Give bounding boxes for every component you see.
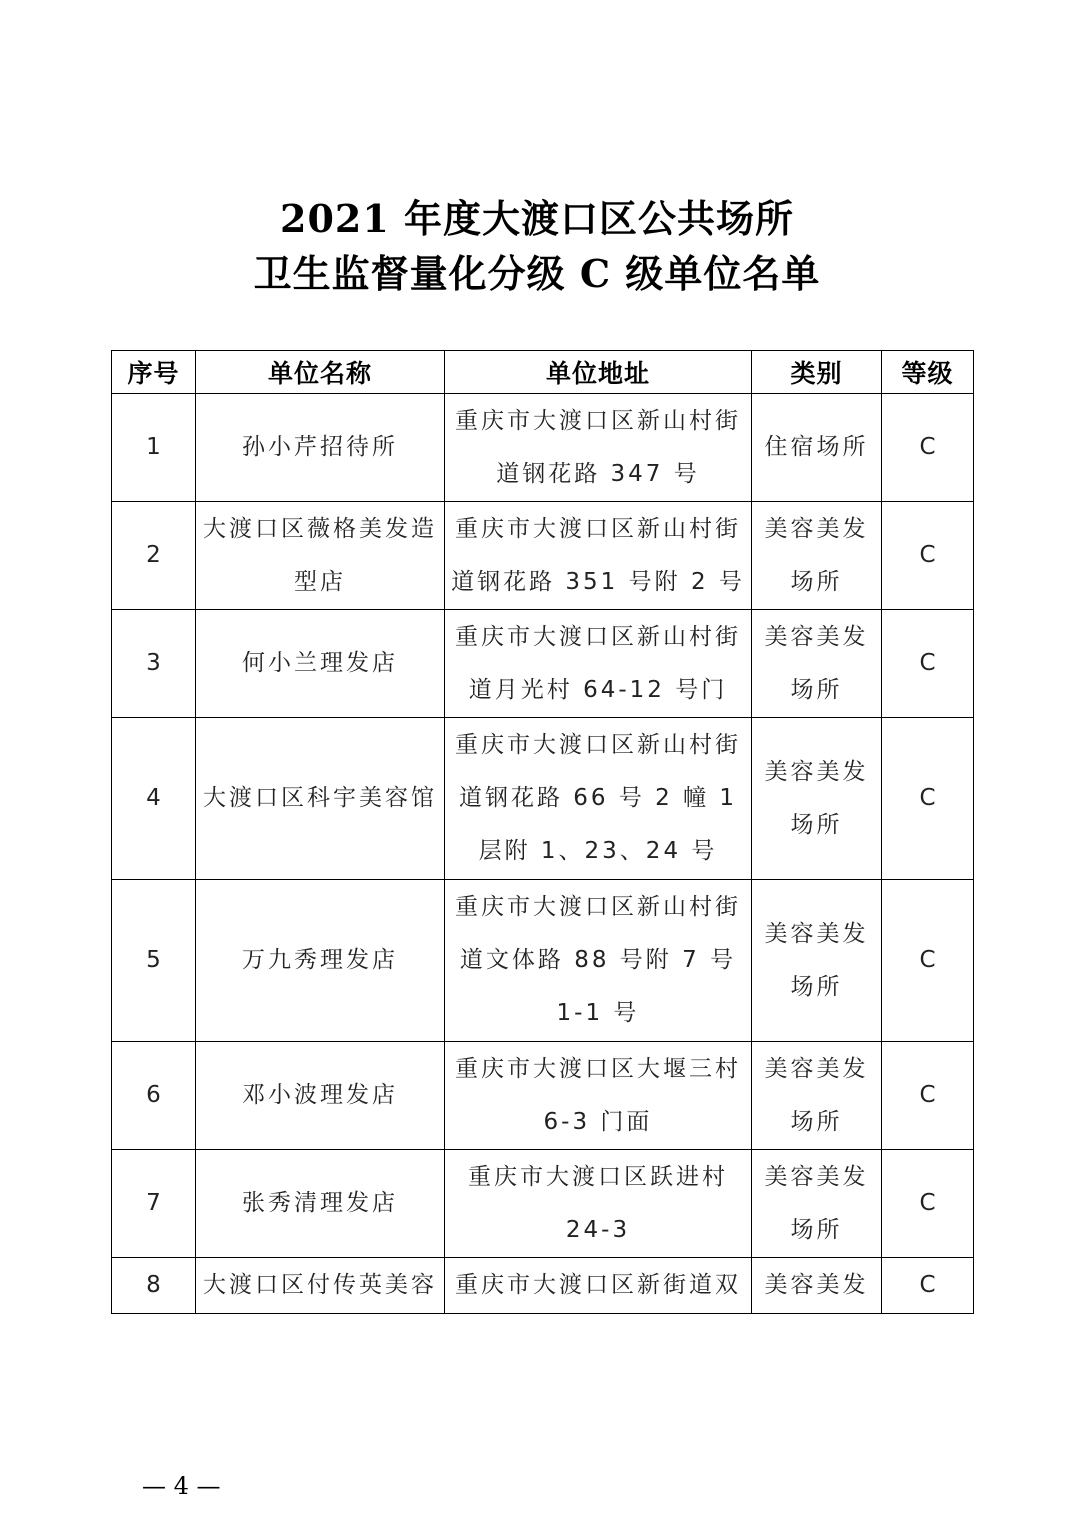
cell-grade: C <box>882 502 974 610</box>
cell-grade: C <box>882 394 974 502</box>
cell-unit-name: 大渡口区付传英美容 <box>196 1258 445 1314</box>
header-category: 类别 <box>752 351 882 394</box>
cell-category: 美容美发 <box>752 1258 882 1314</box>
cell-seq: 5 <box>112 880 196 1042</box>
cell-unit-address: 重庆市大渡口区大堰三村 6-3 门面 <box>445 1042 752 1150</box>
cell-seq: 2 <box>112 502 196 610</box>
table-header-row <box>112 351 974 394</box>
table-row <box>112 718 974 880</box>
cell-seq: 1 <box>112 394 196 502</box>
cell-seq: 4 <box>112 718 196 880</box>
cell-category: 美容美发场所 <box>752 1150 882 1258</box>
cell-unit-name: 大渡口区科宇美容馆 <box>196 718 445 880</box>
document-title-line-2: 卫生监督量化分级 C 级单位名单 <box>253 251 821 296</box>
cell-seq: 7 <box>112 1150 196 1258</box>
unit-list-table <box>111 350 974 1314</box>
header-unit-name: 单位名称 <box>196 351 445 394</box>
cell-unit-name: 张秀清理发店 <box>196 1150 445 1258</box>
header-seq: 序号 <box>112 351 196 394</box>
cell-grade: C <box>882 1042 974 1150</box>
cell-seq: 3 <box>112 610 196 718</box>
table-row <box>112 1150 974 1258</box>
table-row <box>112 502 974 610</box>
cell-unit-address: 重庆市大渡口区新山村街道月光村 64-12 号门 <box>445 610 752 718</box>
cell-category: 美容美发场所 <box>752 502 882 610</box>
cell-unit-address: 重庆市大渡口区新山村街道钢花路 347 号 <box>445 394 752 502</box>
cell-grade: C <box>882 880 974 1042</box>
cell-unit-address: 重庆市大渡口区新山村街道钢花路 66 号 2 幢 1 层附 1、23、24 号 <box>445 718 752 880</box>
cell-grade: C <box>882 610 974 718</box>
cell-category: 美容美发场所 <box>752 718 882 880</box>
cell-unit-name: 万九秀理发店 <box>196 880 445 1042</box>
table-row <box>112 1042 974 1150</box>
cell-category: 美容美发场所 <box>752 610 882 718</box>
cell-grade: C <box>882 718 974 880</box>
cell-category: 美容美发场所 <box>752 880 882 1042</box>
table-row <box>112 394 974 502</box>
cell-category: 美容美发场所 <box>752 1042 882 1150</box>
cell-seq: 6 <box>112 1042 196 1150</box>
cell-unit-address: 重庆市大渡口区新街道双 <box>445 1258 752 1314</box>
cell-unit-address: 重庆市大渡口区新山村街道钢花路 351 号附 2 号 <box>445 502 752 610</box>
cell-unit-name: 何小兰理发店 <box>196 610 445 718</box>
table-row <box>112 1258 974 1314</box>
cell-grade: C <box>882 1150 974 1258</box>
cell-unit-address: 重庆市大渡口区新山村街道文体路 88 号附 7 号 1-1 号 <box>445 880 752 1042</box>
cell-unit-name: 孙小芹招待所 <box>196 394 445 502</box>
header-grade: 等级 <box>882 351 974 394</box>
table-row <box>112 610 974 718</box>
header-unit-address: 单位地址 <box>445 351 752 394</box>
cell-unit-address: 重庆市大渡口区跃进村 24-3 <box>445 1150 752 1258</box>
cell-seq: 8 <box>112 1258 196 1314</box>
cell-grade: C <box>882 1258 974 1314</box>
cell-category: 住宿场所 <box>752 394 882 502</box>
cell-unit-name: 大渡口区薇格美发造型店 <box>196 502 445 610</box>
table-row <box>112 880 974 1042</box>
cell-unit-name: 邓小波理发店 <box>196 1042 445 1150</box>
page-number: — 4 — <box>142 1472 221 1500</box>
document-title-line-1: 2021 年度大渡口区公共场所 <box>280 196 794 241</box>
